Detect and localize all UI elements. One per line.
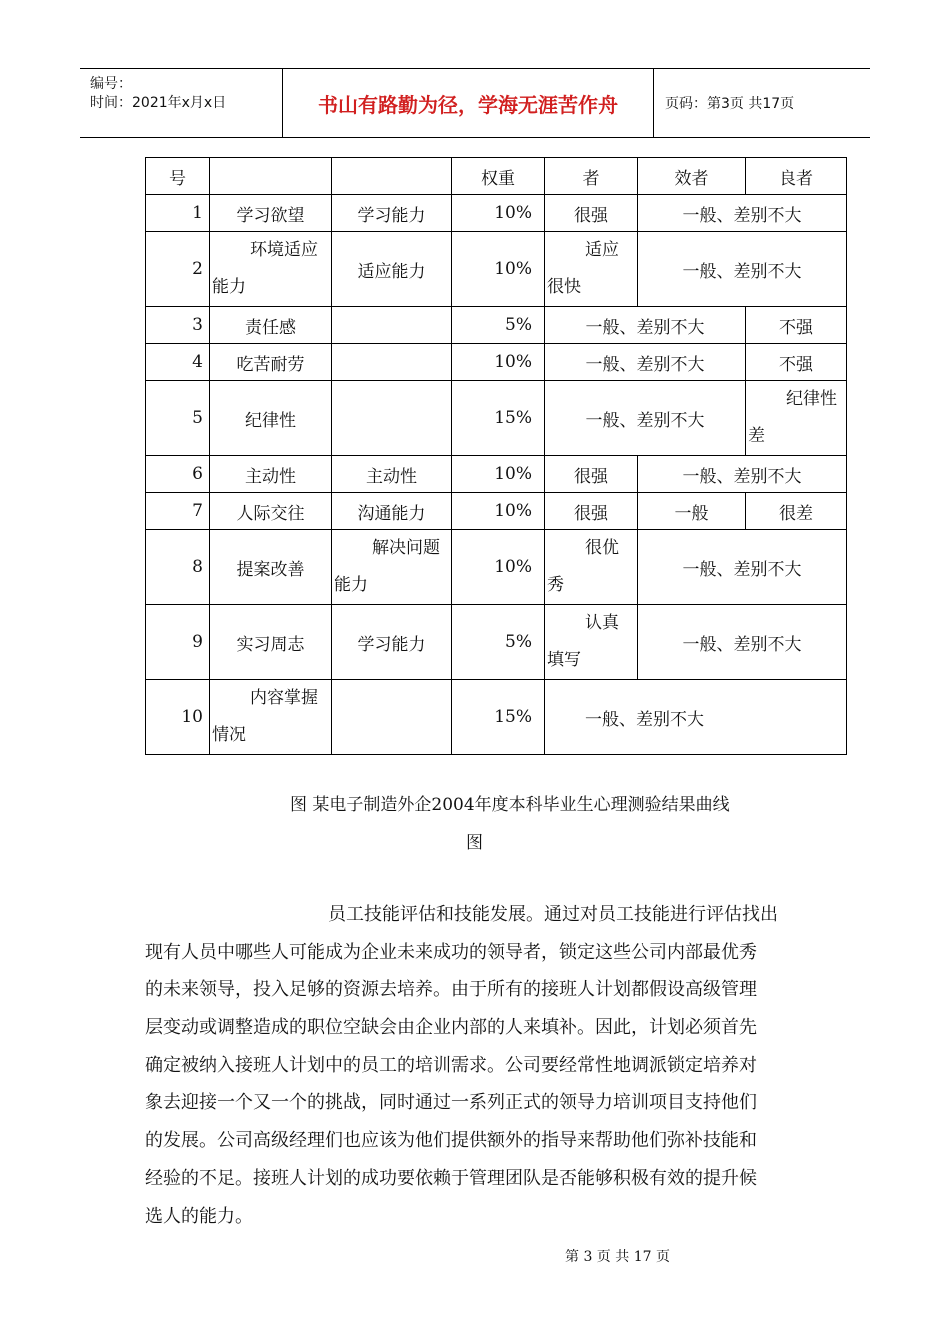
row-number: 3 bbox=[146, 307, 210, 344]
level-cell: 很强 bbox=[545, 493, 638, 530]
row-number: 5 bbox=[146, 381, 210, 456]
item-line: 能力 bbox=[212, 277, 246, 297]
level-cell: 不强 bbox=[746, 344, 847, 381]
row-number: 10 bbox=[146, 680, 210, 755]
table-row bbox=[146, 344, 847, 381]
item-cell bbox=[210, 232, 332, 307]
level-cell: 很强 bbox=[545, 456, 638, 493]
level-cell: 一般、差别不大 bbox=[638, 232, 847, 307]
item-line: 内容掌握 bbox=[250, 688, 318, 708]
header-cell: 权重 bbox=[452, 158, 545, 195]
level-cell bbox=[746, 381, 847, 456]
level-cell: 一般、差别不大 bbox=[638, 530, 847, 605]
figure-caption: 图 某电子制造外企2004年度本科毕业生心理测验结果曲线 bbox=[290, 795, 730, 815]
item-line: 情况 bbox=[212, 725, 246, 745]
table-row bbox=[146, 307, 847, 344]
ability-cell bbox=[332, 344, 452, 381]
time-label: 时间：2021年x月x日 bbox=[90, 95, 227, 111]
level-line: 很快 bbox=[547, 277, 581, 297]
item-cell: 人际交往 bbox=[210, 493, 332, 530]
header-cell: 者 bbox=[545, 158, 638, 195]
ability-cell bbox=[332, 307, 452, 344]
paragraph-line: 现有人员中哪些人可能成为企业未来成功的领导者，锁定这些公司内部最优秀 bbox=[145, 941, 757, 963]
row-number: 9 bbox=[146, 605, 210, 680]
item-cell: 责任感 bbox=[210, 307, 332, 344]
level-cell: 一般、差别不大 bbox=[545, 381, 746, 456]
motto: 书山有路勤为径，学海无涯苦作舟 bbox=[283, 69, 654, 137]
header-cell bbox=[332, 158, 452, 195]
row-number: 8 bbox=[146, 530, 210, 605]
table-row bbox=[146, 493, 847, 530]
row-number: 6 bbox=[146, 456, 210, 493]
weight-cell: 10% bbox=[452, 195, 545, 232]
table-row bbox=[146, 456, 847, 493]
level-cell: 一般、差别不大 bbox=[545, 344, 746, 381]
page-footer: 第 3 页 共 17 页 bbox=[565, 1249, 670, 1265]
item-cell: 纪律性 bbox=[210, 381, 332, 456]
weight-cell: 10% bbox=[452, 456, 545, 493]
level-cell: 一般、差别不大 bbox=[545, 307, 746, 344]
level-line: 认真 bbox=[585, 613, 619, 633]
ability-cell bbox=[332, 381, 452, 456]
ability-cell bbox=[332, 530, 452, 605]
figure-caption-cont: 图 bbox=[466, 833, 483, 853]
ability-cell: 适应能力 bbox=[332, 232, 452, 307]
weight-cell: 5% bbox=[452, 605, 545, 680]
level-line: 适应 bbox=[585, 240, 619, 260]
header-cell: 号 bbox=[146, 158, 210, 195]
ability-cell: 沟通能力 bbox=[332, 493, 452, 530]
level-cell: 一般、差别不大 bbox=[638, 456, 847, 493]
header-cell: 效者 bbox=[638, 158, 746, 195]
paragraph-line: 的未来领导，投入足够的资源去培养。由于所有的接班人计划都假设高级管理 bbox=[145, 979, 757, 1001]
code-label: 编号： bbox=[90, 76, 132, 92]
level-line: 纪律性 bbox=[786, 389, 837, 409]
paragraph-line: 选人的能力。 bbox=[145, 1205, 253, 1227]
weight-cell: 5% bbox=[452, 307, 545, 344]
item-cell: 吃苦耐劳 bbox=[210, 344, 332, 381]
paragraph-line: 象去迎接一个又一个的挑战，同时通过一系列正式的领导力培训项目支持他们 bbox=[145, 1092, 757, 1114]
page-info: 页码：第3页 共17页 bbox=[665, 96, 795, 112]
header-meta bbox=[80, 69, 283, 137]
level-cell bbox=[545, 530, 638, 605]
header-cell: 良者 bbox=[746, 158, 847, 195]
weight-cell: 10% bbox=[452, 493, 545, 530]
header-cell bbox=[210, 158, 332, 195]
table-row bbox=[146, 605, 847, 680]
level-cell: 一般、差别不大 bbox=[545, 680, 847, 755]
row-number: 4 bbox=[146, 344, 210, 381]
level-line: 很优 bbox=[585, 538, 619, 558]
level-cell bbox=[545, 232, 638, 307]
level-cell bbox=[545, 605, 638, 680]
level-cell: 一般 bbox=[638, 493, 746, 530]
item-cell: 提案改善 bbox=[210, 530, 332, 605]
ability-cell bbox=[332, 680, 452, 755]
ability-line: 解决问题 bbox=[372, 538, 440, 558]
item-line: 环境适应 bbox=[250, 240, 318, 260]
table-row bbox=[146, 530, 847, 605]
ability-line: 能力 bbox=[334, 575, 368, 595]
row-number: 2 bbox=[146, 232, 210, 307]
paragraph-line: 层变动或调整造成的职位空缺会由企业内部的人来填补。因此，计划必须首先 bbox=[145, 1017, 757, 1039]
row-number: 1 bbox=[146, 195, 210, 232]
paragraph-line: 的发展。公司高级经理们也应该为他们提供额外的指导来帮助他们弥补技能和 bbox=[145, 1130, 757, 1152]
level-line: 差 bbox=[748, 426, 765, 446]
level-cell: 不强 bbox=[746, 307, 847, 344]
table-row bbox=[146, 680, 847, 755]
evaluation-table bbox=[145, 157, 847, 755]
table-row bbox=[146, 232, 847, 307]
item-cell: 主动性 bbox=[210, 456, 332, 493]
item-cell: 实习周志 bbox=[210, 605, 332, 680]
table-row bbox=[146, 381, 847, 456]
level-line: 填写 bbox=[547, 650, 581, 670]
level-line: 秀 bbox=[547, 575, 564, 595]
weight-cell: 10% bbox=[452, 530, 545, 605]
level-cell: 一般、差别不大 bbox=[638, 605, 847, 680]
page-header bbox=[80, 68, 870, 138]
level-cell: 很强 bbox=[545, 195, 638, 232]
item-cell: 学习欲望 bbox=[210, 195, 332, 232]
table-row bbox=[146, 195, 847, 232]
paragraph-line: 确定被纳入接班人计划中的员工的培训需求。公司要经常性地调派锁定培养对 bbox=[145, 1054, 757, 1076]
level-cell: 一般、差别不大 bbox=[638, 195, 847, 232]
paragraph-line: 经验的不足。接班人计划的成功要依赖于管理团队是否能够积极有效的提升候 bbox=[145, 1167, 757, 1189]
row-number: 7 bbox=[146, 493, 210, 530]
ability-cell: 主动性 bbox=[332, 456, 452, 493]
paragraph-line: 员工技能评估和技能发展。通过对员工技能进行评估找出 bbox=[328, 904, 778, 925]
table-header-row bbox=[146, 158, 847, 195]
weight-cell: 15% bbox=[452, 381, 545, 456]
ability-cell: 学习能力 bbox=[332, 605, 452, 680]
item-cell bbox=[210, 680, 332, 755]
body-paragraph bbox=[145, 896, 825, 1235]
level-cell: 很差 bbox=[746, 493, 847, 530]
weight-cell: 15% bbox=[452, 680, 545, 755]
weight-cell: 10% bbox=[452, 232, 545, 307]
weight-cell: 10% bbox=[452, 344, 545, 381]
ability-cell: 学习能力 bbox=[332, 195, 452, 232]
